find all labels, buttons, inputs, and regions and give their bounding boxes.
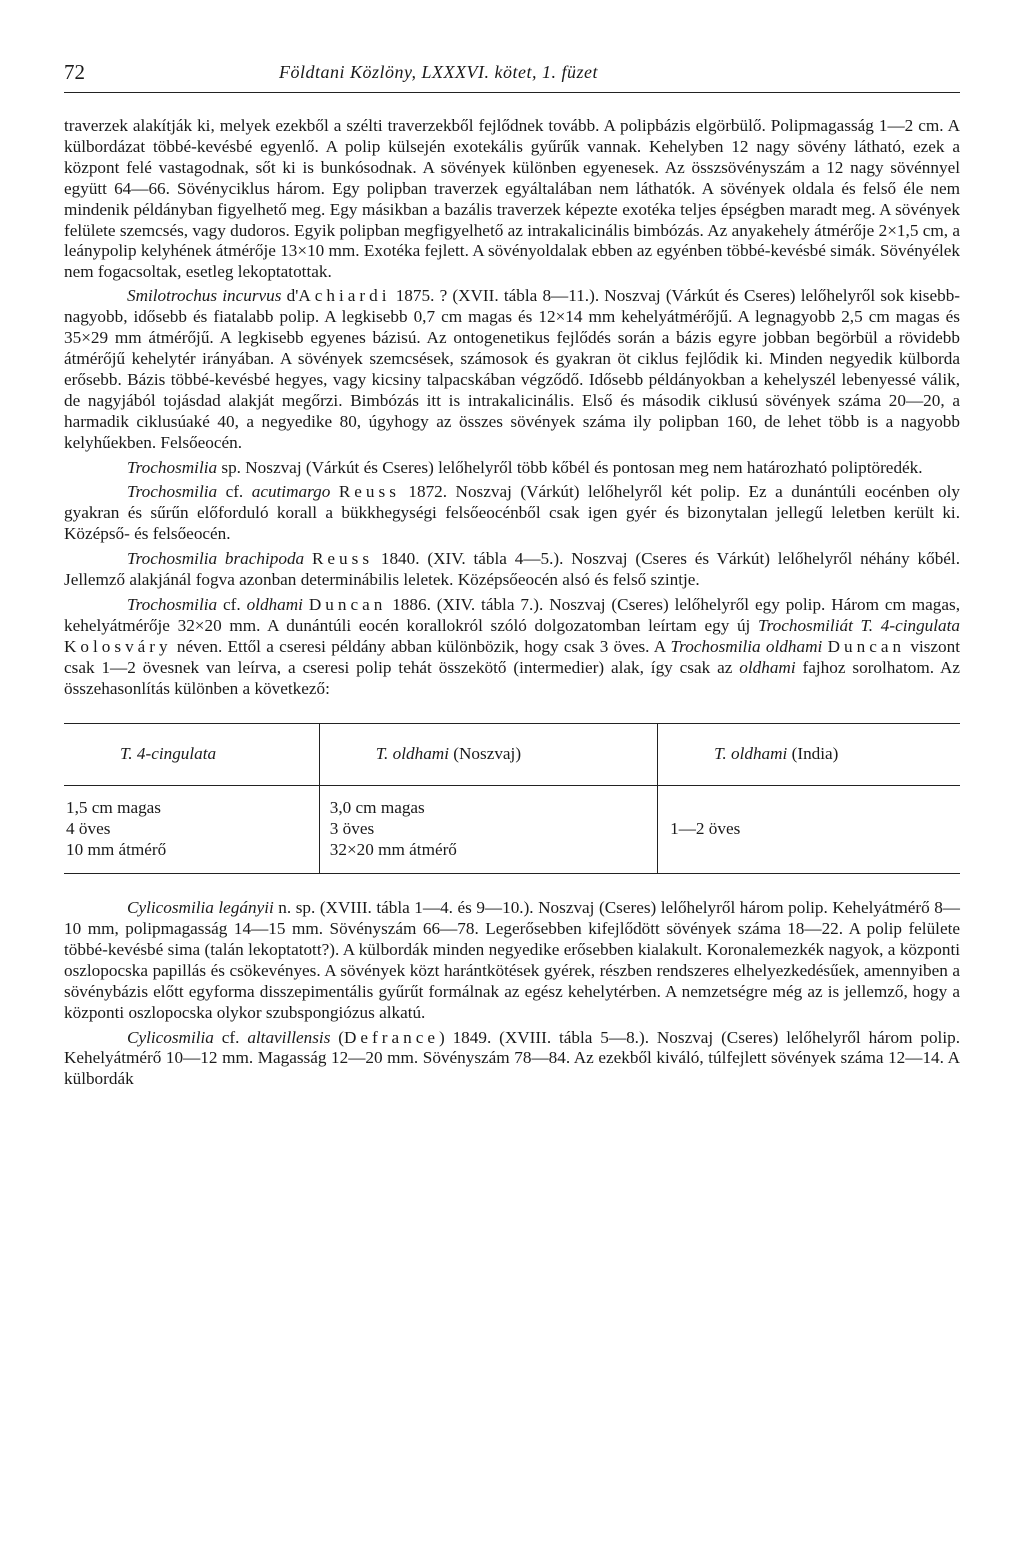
taxon-name: Smilotrochus incurvus <box>127 286 282 306</box>
table-row <box>64 786 960 874</box>
cf-label: cf. <box>217 482 252 502</box>
cell-line: 3,0 cm magas <box>329 798 425 818</box>
table-cell: 1—2 öves <box>658 786 960 874</box>
taxon-name: Trochosmilia <box>127 482 218 502</box>
author-name: Duncan <box>827 636 906 656</box>
table-header-cell <box>658 724 960 786</box>
species-name: altavillensis <box>247 1027 331 1047</box>
paragraph-text: fajhoz sorolhatom. Az összehasonlítás különben a következő: <box>64 657 961 698</box>
table-header-cell <box>319 724 657 786</box>
comparison-table <box>64 723 960 874</box>
header-taxon: T. 4-cingulata <box>120 744 217 764</box>
body-text <box>64 116 960 1094</box>
author-name: Reuss <box>311 549 374 569</box>
cell-line: 32×20 mm átmérő <box>329 840 457 860</box>
running-title: Földtani Közlöny, LXXXVI. kötet, 1. füzet <box>279 62 598 82</box>
table-header-row <box>64 724 960 786</box>
header-taxon: T. oldhami <box>375 744 449 764</box>
paragraph-text: sp. Noszvaj (Várkút és Cseres) lelőhelyről több kőbél és pontosan meg nem határozható poliptöredék. <box>217 457 923 477</box>
paragraph-cylicosmilia-leganyii <box>64 898 960 1023</box>
paragraph-text: 1872. Noszvaj (Várkút) lelőhelyről két polip. Ez a dunántúli eocénben oly gyakran és sűrűn előforduló korall a bükkhegységi felsőeocénből csak igen gyér és bizonytalan jellegű leletben került ki. Középső- és felsőeocén. <box>64 482 960 544</box>
author-name: Achiardi <box>298 286 391 306</box>
author-name: Kolosváry <box>64 636 172 656</box>
paragraph-text: n. sp. (XVIII. tábla 1—4. és 9—10.). Noszvaj (Cseres) lelőhelyről három polip. Kehelyátmérő 8—10 mm, polipmagasság 14—15 mm. Sövényszám 66—78. Legerősebben kifejlődött sövények száma 18—22. A polip felülete többé-kevésbé sima (talán lekoptatott?). A külbordák minden negyedike erősebben kialakult. Koronalemezkék nagyok, a központi oszlopocska papillás és csökevényes. A sövények közt harántkötések gyérek, részben rendszeres elhelyezkedésűek, amennyiben a sövénybázis előtt egyforma disszepimentális gyűrűt formálnak az egész kehelytérben. A nemzetségre még az is jellemző, hogy a központi oszlopocska olykor szubspongiózus alkatú. <box>64 898 960 1022</box>
taxon-name: Trochosmilia brachipoda <box>127 549 305 569</box>
taxon-name: Trochosmiliát T. 4-cingulata <box>757 615 960 635</box>
author-name: Defrance <box>344 1027 439 1047</box>
paragraph-text: ) 1849. (XVIII. tábla 5—8.). Noszvaj (Cseres) lelőhelyről három polip. Kehelyátmérő 10—12 mm. Magasság 12—20 mm. Sövényszám 78—84. Az ezekből kiváló, túlfejlett sövények száma 12—14. A külbordák <box>64 1027 960 1089</box>
header-taxon: T. oldhami <box>714 744 788 764</box>
author-prefix: d' <box>286 286 299 306</box>
cf-label: cf. <box>217 594 247 614</box>
cell-line: 4 öves <box>66 819 111 839</box>
table-header-cell <box>64 724 319 786</box>
author-name: Reuss <box>338 482 400 502</box>
paragraph-trochosmilia-brachipoda <box>64 549 960 591</box>
paragraph-text: néven. Ettől a cseresi példány abban különbözik, hogy csak 3 öves. A <box>171 636 671 656</box>
paragraph-text: 1886. (XIV. tábla 7.). Noszvaj (Cseres) lelőhelyről egy polip. Három cm magas, kehelyátmérője 32×20 mm. A dunántúli eocén korallokról szóló dolgozatomban leírtam egy új <box>64 594 961 635</box>
paragraph-text: 1840. (XIV. tábla 4—5.). Noszvaj (Cseres és Várkút) lelőhelyről néhány kőbél. Jellemző alakjánál fogva azonban determinábilis leletek. Középsőeocén alsó és felső szintje. <box>64 549 960 590</box>
paragraph-trochosmilia-acutimargo <box>64 482 960 545</box>
author-name: Duncan <box>308 594 387 614</box>
taxon-name: Cylicosmilia <box>127 1027 214 1047</box>
taxon-name: Cylicosmilia legányii <box>127 898 274 918</box>
header-locality: (Noszvaj) <box>448 744 522 764</box>
paragraph-cylicosmilia-altavillensis <box>64 1028 960 1091</box>
cell-line: 10 mm átmérő <box>66 840 167 860</box>
author-open: ( <box>330 1027 344 1047</box>
taxon-name: Trochosmilia oldhami <box>670 636 823 656</box>
paragraph-text: 1875. ? (XVII. tábla 8—11.). Noszvaj (Várkút és Cseres) lelőhelyről sok kisebb-nagyobb, idősebb és fiatalabb polip. A legkisebb 0,7 cm magas és 12×14 mm kehelyátmérőjű. A legnagyobb 2,5 cm magas és 35×29 mm átmérőjű. A legkisebb egyenes bázisú. Az ontogenetikus fejlődés során a bázis egyre jobban begörbül a rövidebb átmérőjű kehelytér irányában. A sövények szemcsések, számosok és gyakran öt ciklus fejlődik ki. Minden negyedik külborda erősebb. Bázis többé-kevésbé hegyes, vagy kicsiny talpacskában végződő. Idősebb példányokban a kehelyszél lebenyessé válik, de nagyjából tojásdad alakját megőrzi. Bimbózás itt is intrakalicinális. Első és második ciklusú sövények száma 20—20, a harmadik ciklusúaké 40, a negyedike 80, úgyhogy az összes sövények száma ily polipban 160, de lehet több is a nagyobb kelyhűekben. Felsőeocén. <box>64 286 961 452</box>
paragraph-smilotrochus <box>64 286 960 453</box>
species-name: acutimargo <box>251 482 331 502</box>
cell-line: 1,5 cm magas <box>66 798 161 818</box>
species-name: oldhami <box>246 594 303 614</box>
cf-label: cf. <box>213 1027 248 1047</box>
taxon-name: Trochosmilia <box>127 594 218 614</box>
paragraph-trochosmilia-sp <box>64 458 960 479</box>
table-cell <box>319 786 657 874</box>
table-cell <box>64 786 319 874</box>
page-number: 72 <box>64 60 85 84</box>
paragraph-text: viszont csak 1—2 övesnek van leírva, a cseresi polip tehát összekötő (intermedier) alak, így csak az <box>64 636 960 677</box>
cell-line: 3 öves <box>329 819 375 839</box>
species-name: oldhami <box>739 657 796 677</box>
paragraph-trochosmilia-oldhami <box>64 595 960 700</box>
paragraph-1: traverzek alakítják ki, melyek ezekből a szélti traverzekből fejlődnek tovább. A polipbázis elgörbülő. Polipmagasság 1—2 cm. A külbordázat többé-kevésbé egyenlő. A polip külsején exotekális gyűrűk vannak. Kehelyben 12 nagy sövény látható, ezek a központ felé vastagodnak, sőt ki is bunkósodnak. A sövények különben egyenesek. Az összsövényszám a 12 nagy sövénnyel együtt 64—66. Sövényciklus három. Egy polipban traverzek egyáltalában nem láthatók. A sövények oldala és felső éle nem mindenik példányban figyelhető meg. Egy másikban a bazális traverzek képezte exotéka teljes épségben maradt meg. A sövények felülete szemcsés, vagy dudoros. Egyik polipban megfigyelhető az intrakalicinális bimbózás. Az anyakehely átmérője 2×1,5 cm, a leánypolip kelyhének átmérője 13×10 mm. Exotéka fejlett. A sövényoldalak ebben az egyénben többé-kevésbé simák. Sövényélek nem fogacsoltak, esetleg lekoptatottak. <box>64 116 961 282</box>
taxon-name: Trochosmilia <box>127 457 218 477</box>
page-header <box>64 58 960 93</box>
header-locality: (India) <box>787 744 839 764</box>
